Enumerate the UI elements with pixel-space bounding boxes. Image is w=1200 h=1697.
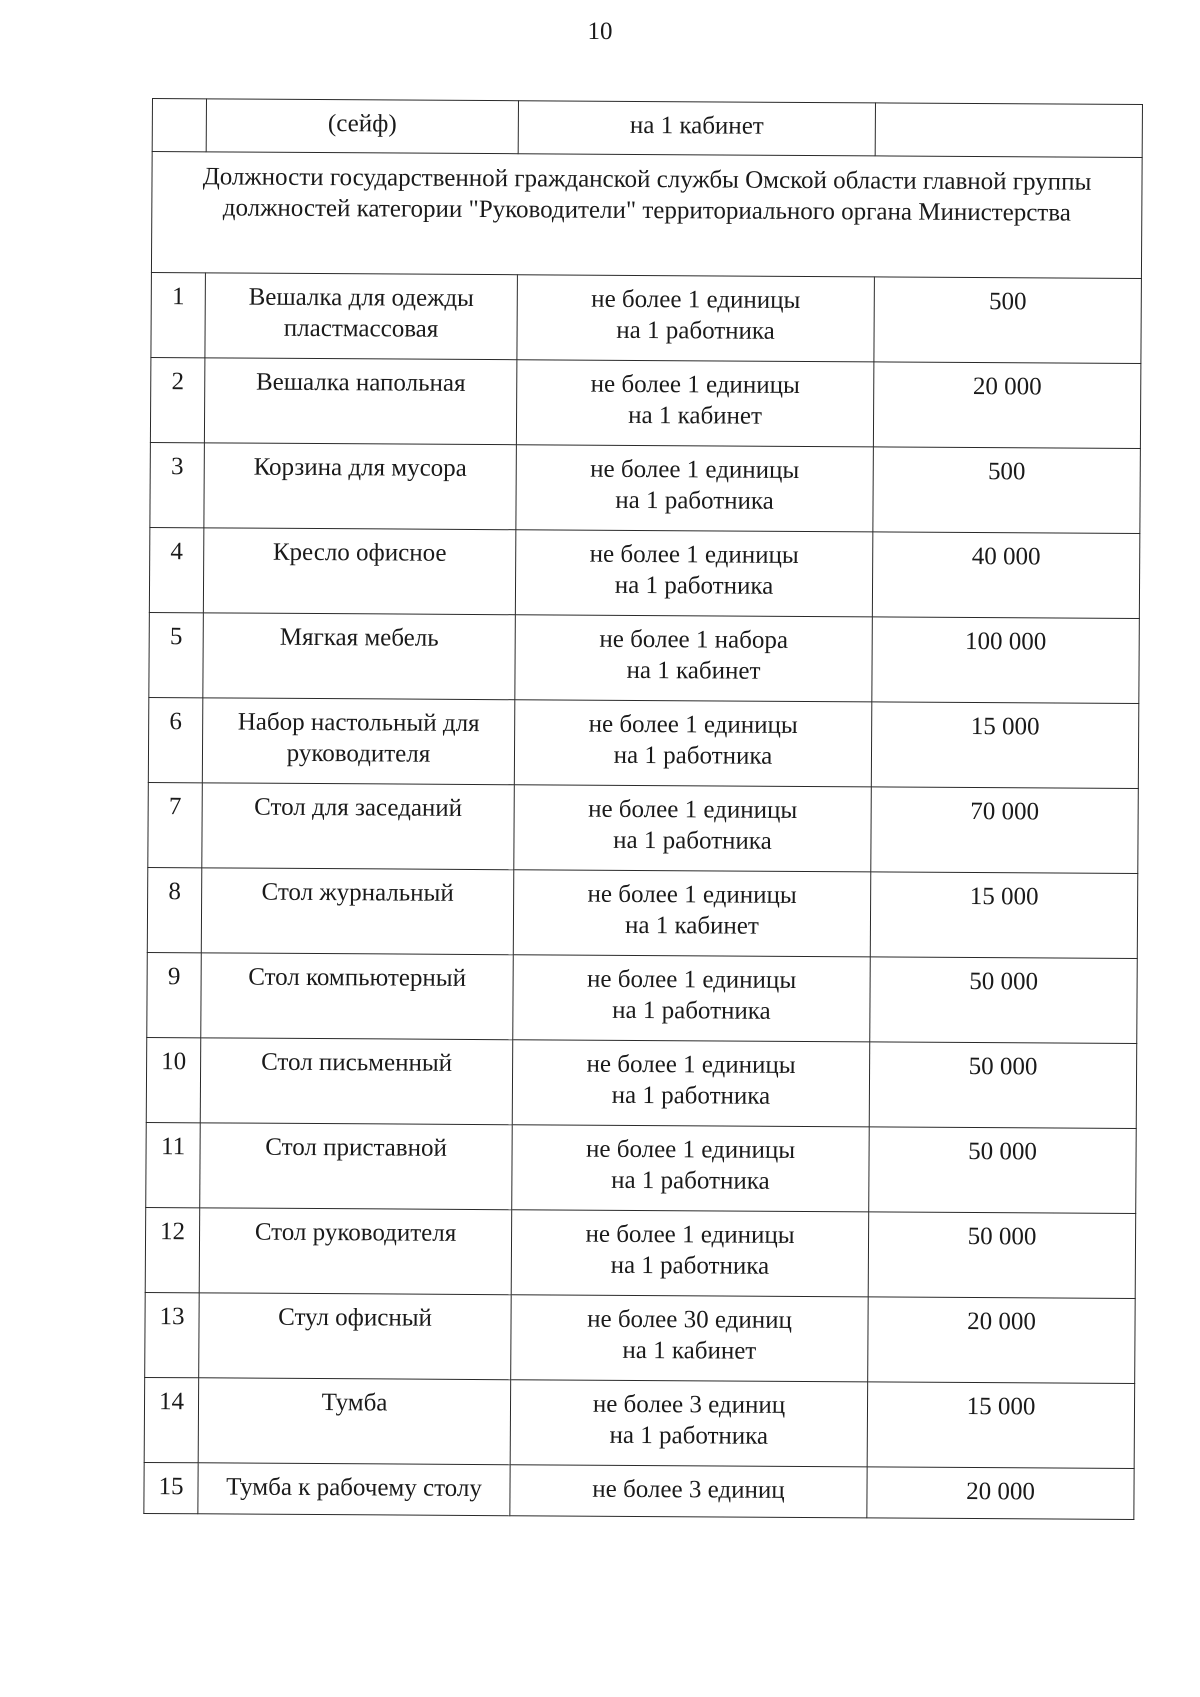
price-cell: 20 000	[873, 362, 1141, 449]
item-name-cell: Вешалка напольная	[204, 358, 517, 445]
row-number-cell: 3	[150, 442, 205, 527]
quantity-line: не более 1 единицы	[588, 710, 798, 739]
quantity-line: на 1 работника	[613, 827, 772, 856]
quantity-line: на 1 работника	[615, 487, 774, 516]
item-name-cell: Кресло офисное	[203, 528, 516, 615]
quantity-cell: на 1 кабинет	[518, 101, 875, 156]
furniture-norms-table	[143, 98, 1143, 1520]
quantity-line: не более 1 единицы	[587, 880, 797, 909]
quantity-cell	[512, 1125, 870, 1212]
quantity-line: на 1 кабинет	[624, 912, 759, 940]
table-row	[148, 782, 1139, 873]
row-number-cell: 9	[147, 952, 202, 1037]
quantity-line: на 1 кабинет	[626, 657, 761, 685]
row-number-cell	[152, 99, 206, 152]
row-number-cell: 6	[148, 697, 203, 782]
price-cell: 500	[874, 277, 1142, 364]
quantity-cell	[515, 615, 873, 702]
quantity-cell	[513, 870, 871, 957]
quantity-line: не более 1 единицы	[591, 285, 801, 314]
table-row	[145, 1207, 1136, 1298]
table-row	[149, 612, 1140, 703]
table-row	[146, 1122, 1137, 1213]
item-name-cell: (сейф)	[206, 99, 518, 154]
quantity-line: не более 3 единиц	[592, 1390, 786, 1419]
row-number-cell: 7	[148, 782, 203, 867]
quantity-line: на 1 работника	[610, 1252, 770, 1281]
item-name-cell: Тумба к рабочему столу	[198, 1463, 510, 1516]
price-cell: 50 000	[870, 957, 1138, 1044]
quantity-line: не более 30 единиц	[587, 1305, 793, 1334]
table-row	[144, 1462, 1134, 1519]
quantity-cell	[511, 1295, 869, 1382]
item-name-cell: Вешалка для одежды пластмассовая	[205, 273, 518, 360]
quantity-line: не более 1 единицы	[590, 370, 800, 399]
table-row	[147, 867, 1138, 958]
item-name-cell: Мягкая мебель	[203, 613, 516, 700]
item-name-cell: Стол журнальный	[201, 868, 514, 955]
quantity-line: на 1 кабинет	[622, 1337, 757, 1365]
row-number-cell: 1	[151, 272, 206, 357]
quantity-cell	[515, 530, 873, 617]
quantity-line: на 1 работника	[612, 997, 771, 1026]
quantity-line: на 1 работника	[611, 1082, 771, 1111]
quantity-line: не более 1 набора	[599, 625, 789, 654]
quantity-line: не более 1 единицы	[590, 455, 800, 484]
price-cell: 20 000	[867, 1467, 1134, 1520]
price-cell: 100 000	[872, 617, 1140, 704]
quantity-line: на 1 работника	[614, 572, 774, 601]
quantity-cell	[510, 1380, 868, 1467]
price-cell: 15 000	[867, 1382, 1135, 1469]
quantity-line: на 1 работника	[613, 742, 773, 771]
row-number-cell: 13	[145, 1292, 200, 1377]
row-number-cell: 4	[149, 527, 204, 612]
table-row	[152, 99, 1142, 158]
row-number-cell: 11	[146, 1122, 201, 1207]
item-name-cell: Тумба	[198, 1378, 511, 1465]
quantity-line: на 1 работника	[609, 1422, 769, 1451]
item-name-cell: Стол руководителя	[199, 1208, 512, 1295]
quantity-cell: не более 3 единиц	[510, 1465, 867, 1518]
table-row	[145, 1292, 1136, 1383]
row-number-cell: 8	[147, 867, 202, 952]
price-cell: 15 000	[870, 872, 1138, 959]
price-cell: 40 000	[872, 532, 1140, 619]
item-name-cell: Стол письменный	[200, 1038, 513, 1125]
row-number-cell: 15	[144, 1462, 198, 1513]
price-cell: 50 000	[868, 1212, 1136, 1299]
quantity-line: не более 1 единицы	[588, 795, 798, 824]
row-number-cell: 10	[146, 1037, 201, 1122]
quantity-line: на 1 работника	[616, 317, 775, 346]
item-name-cell: Набор настольный для руководителя	[202, 698, 515, 785]
price-cell: 20 000	[868, 1297, 1136, 1384]
table-row	[151, 272, 1142, 363]
item-name-cell: Стол для заседаний	[202, 783, 515, 870]
row-number-cell: 12	[145, 1207, 200, 1292]
item-name-cell: Стул офисный	[199, 1293, 512, 1380]
row-number-cell: 2	[150, 357, 205, 442]
table-row	[144, 1377, 1135, 1468]
quantity-line: не более 1 единицы	[585, 1220, 795, 1249]
row-number-cell: 14	[144, 1377, 199, 1462]
table-row	[148, 697, 1139, 788]
table-row	[150, 357, 1141, 448]
price-cell	[875, 103, 1142, 158]
section-heading: Должности государственной гражданской службы Омской области главной группы должностей категории "Руководители" территориального органа Министерства	[151, 152, 1142, 279]
quantity-line: не более 1 единицы	[589, 540, 799, 569]
price-cell: 15 000	[871, 702, 1139, 789]
quantity-line: на 1 кабинет	[628, 402, 763, 430]
item-name-cell: Стол приставной	[200, 1123, 513, 1210]
quantity-cell	[513, 955, 871, 1042]
quantity-cell	[511, 1210, 869, 1297]
price-cell: 50 000	[869, 1127, 1137, 1214]
quantity-line: не более 1 единицы	[586, 965, 797, 994]
row-number-cell: 5	[149, 612, 204, 697]
section-heading-row	[151, 152, 1142, 279]
page-number: 10	[587, 18, 613, 45]
quantity-line: не более 1 единицы	[586, 1050, 796, 1079]
table-row	[146, 1037, 1137, 1128]
item-name-cell: Стол компьютерный	[201, 953, 514, 1040]
quantity-line: не более 1 единицы	[585, 1135, 796, 1164]
quantity-cell	[514, 785, 872, 872]
quantity-line: на 1 работника	[611, 1167, 770, 1196]
quantity-cell	[516, 445, 874, 532]
quantity-cell	[512, 1040, 870, 1127]
table-row	[149, 527, 1140, 618]
table-row	[147, 952, 1138, 1043]
quantity-cell	[516, 360, 874, 447]
item-name-cell: Корзина для мусора	[204, 443, 517, 530]
quantity-cell	[517, 275, 875, 362]
table-row	[150, 442, 1141, 533]
price-cell: 500	[873, 447, 1141, 534]
price-cell: 70 000	[871, 787, 1139, 874]
price-cell: 50 000	[869, 1042, 1137, 1129]
quantity-cell	[514, 700, 872, 787]
